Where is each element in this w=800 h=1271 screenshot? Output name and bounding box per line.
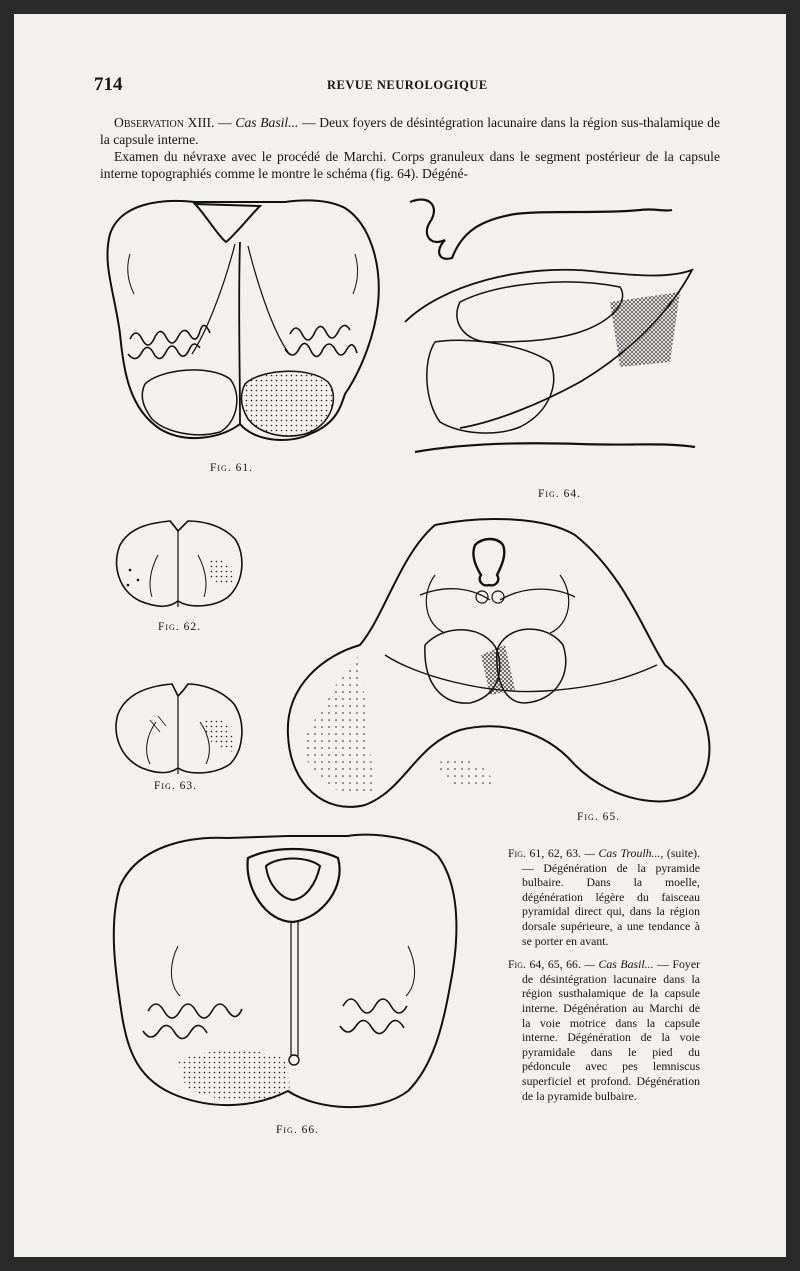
- figure-64: [400, 192, 700, 500]
- case-name: Cas Basil...: [235, 115, 299, 130]
- figure-61-drawing: [100, 194, 390, 454]
- figure-62: [110, 515, 250, 633]
- figure-63-caption: Fig. 63.: [154, 780, 197, 792]
- figure-66-caption: Fig. 66.: [276, 1124, 319, 1136]
- figure-66-drawing: [108, 826, 468, 1131]
- figure-63: [110, 680, 250, 792]
- figure-61: [100, 194, 390, 474]
- page-number: 714: [94, 74, 123, 95]
- page-header: [94, 74, 724, 94]
- figure-64-drawing: [400, 192, 700, 462]
- figure-64-caption: Fig. 64.: [538, 488, 581, 500]
- legend-paragraph-1: Fig. 61, 62, 63. — Cas Troulh..., (suite). — Dégénération de la pyramide bulbaire. Dans la moelle, dégénération légère du faisceau pyramidal direct qui, dans la région dorsale supérieure, a une tendance à se porter en avant.: [508, 846, 700, 948]
- observation-paragraph: Observation XIII. — Cas Basil... — Deux foyers de désintégration lacunaire dans la région sus-thalamique de la capsule interne.: [100, 115, 720, 147]
- figure-66: [108, 826, 468, 1136]
- exam-paragraph: Examen du névraxe avec le procédé de Marchi. Corps granuleux dans le segment postérieur de la capsule interne topographiés comme le montre le schéma (fig. 64). Dégéné-: [100, 149, 720, 181]
- figure-62-caption: Fig. 62.: [158, 621, 201, 633]
- legend-paragraph-2: Fig. 64, 65, 66. — Cas Basil... — Foyer de désintégration lacunaire dans la région susthalamique de la capsule interne. Dégénération au Marchi de la voie motrice dans la capsule interne. Dégénération de la voie pyramidale dans le pied du pédoncule avec pes lemniscus superficiel et profond. Dégénération de la pyramide bulbaire.: [508, 957, 700, 1103]
- figure-65-drawing: [285, 515, 715, 815]
- figure-legend: [508, 846, 700, 1112]
- intro-text: [100, 114, 720, 182]
- figure-62-drawing: [110, 515, 250, 615]
- observation-label: Observation XIII.: [114, 115, 215, 130]
- figure-63-drawing: [110, 680, 250, 780]
- figure-65-caption: Fig. 65.: [577, 811, 620, 823]
- figure-65: [285, 515, 715, 823]
- figure-61-caption: Fig. 61.: [210, 462, 253, 474]
- observation-sentence: — Deux foyers de désintégration lacunaire dans la région sus-thalamique de la capsule interne.: [100, 115, 720, 147]
- journal-title: REVUE NEUROLOGIQUE: [327, 78, 488, 92]
